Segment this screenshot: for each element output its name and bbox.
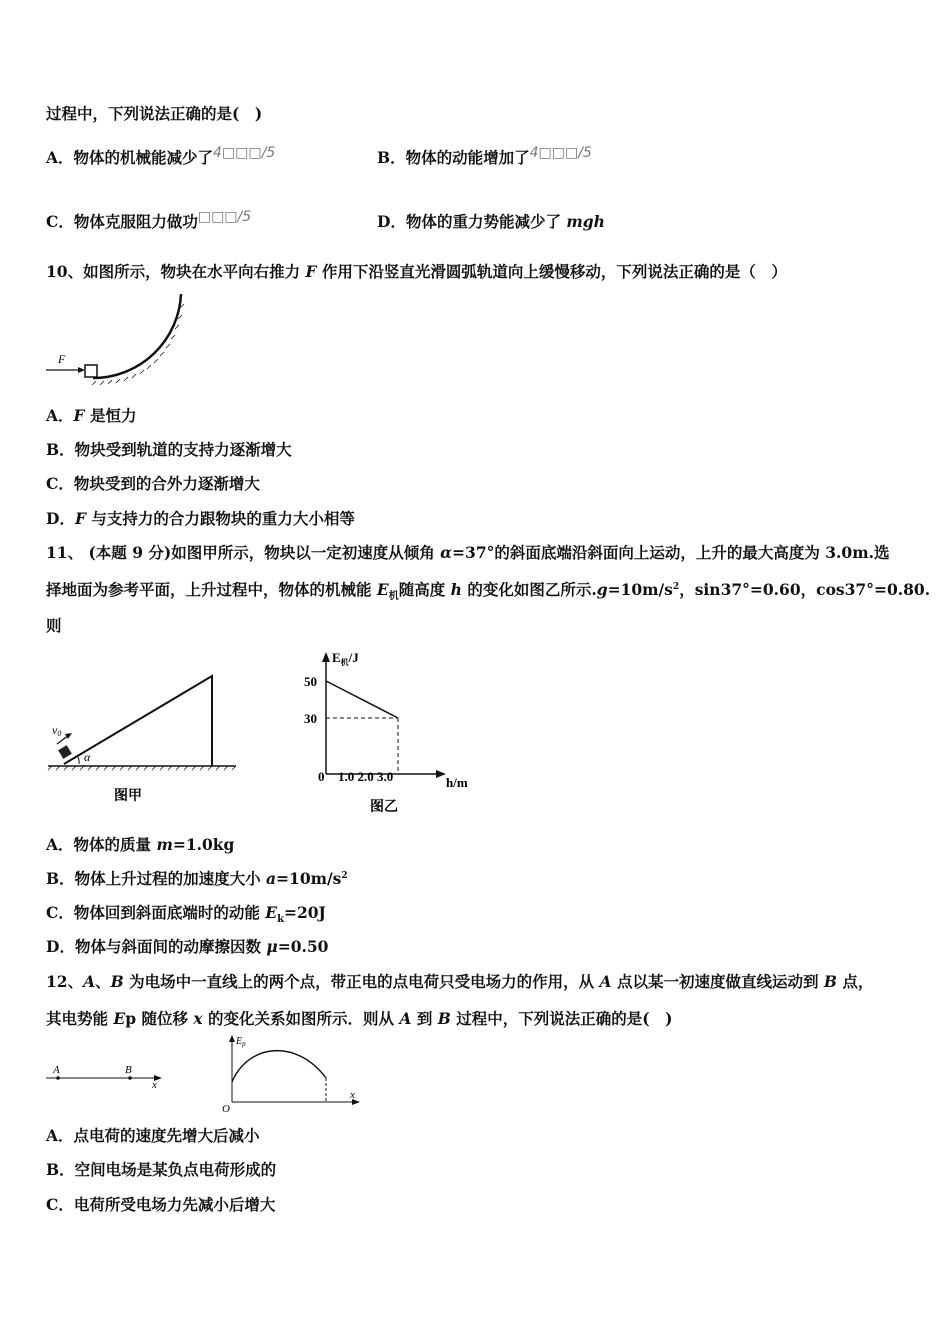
q11-b-sup: 2 — [341, 870, 348, 881]
q9-option-b — [377, 146, 592, 168]
q9-option-d-label: D．物体的重力势能减少了 — [377, 212, 567, 231]
q9-option-d — [377, 210, 605, 232]
q10-option-d-pre: D． — [46, 509, 75, 528]
q9-option-c-label: C．物体克服阻力做功 — [46, 212, 198, 231]
block — [85, 365, 97, 377]
q12-l2-a: 其电势能 — [46, 1009, 114, 1028]
q12-l1-A: A — [83, 972, 96, 991]
force-label: F — [58, 352, 66, 366]
q9-option-d-value: mgh — [566, 212, 605, 231]
q12-l2-A: A — [399, 1009, 412, 1028]
q12-figure-line — [44, 1058, 169, 1092]
q11-l2-E: E — [376, 580, 389, 599]
q10-stem-b: 作用下沿竖直光滑圆弧轨道向上缓慢移动，下列说法正确的是（ ） — [316, 262, 787, 281]
x-origin: 0 — [318, 769, 325, 784]
q10-stem-F: F — [305, 262, 317, 281]
q11-a-post: =1.0kg — [172, 835, 235, 854]
incline-block — [58, 745, 72, 759]
q11-l1-b: =37°的斜面底端沿斜面向上运动，上升的最大高度为 3.0m.选 — [452, 543, 890, 562]
q12-option-a: A．点电荷的速度先增大后减小 — [46, 1126, 260, 1145]
q9-option-b-label: B．物体的动能增加了 — [377, 148, 530, 167]
q11-c-E: E — [265, 903, 278, 922]
q9-option-a-label: A．物体的机械能减少了 — [46, 148, 214, 167]
q11-l2-g: g — [596, 580, 608, 599]
ep-x-label: x — [350, 1089, 355, 1101]
q11-l2-b: 随高度 — [398, 580, 451, 599]
point-b — [128, 1076, 132, 1080]
q12-figure-ep-graph — [218, 1032, 368, 1114]
q11-l2-sup: 2 — [672, 581, 680, 592]
q11-option-d — [46, 935, 328, 957]
q10-stem — [46, 260, 787, 282]
q9-stem: 过程中，下列说法正确的是( ) — [46, 104, 263, 123]
q12-l1-c: 为电场中一直线上的两个点，带正电的点电荷只受电场力的作用，从 — [123, 972, 600, 991]
q11-d-pre: D．物体与斜面间的动摩擦因数 — [46, 937, 267, 956]
q11-l1-alpha: α — [440, 543, 453, 562]
energy-line — [326, 681, 398, 718]
q11-option-a — [46, 833, 234, 855]
q11-option-c — [46, 901, 326, 925]
q11-a-m: m — [156, 835, 173, 854]
q12-l2-b: 随位移 — [136, 1009, 194, 1028]
y-tick-30: 30 — [304, 711, 317, 726]
q12-l1-b: 、 — [95, 972, 111, 991]
q12-l1-B2: B — [823, 972, 837, 991]
q11-c-pre: C．物体回到斜面底端时的动能 — [46, 903, 266, 922]
x-axis-label: h/m — [446, 775, 468, 790]
q10-option-b: B．物块受到轨道的支持力逐渐增大 — [46, 440, 292, 459]
q11-figure-energy-graph — [300, 644, 480, 820]
q11-b-pre: B．物体上升过程的加速度大小 — [46, 869, 266, 888]
q12-option-c: C．电荷所受电场力先减小后增大 — [46, 1195, 276, 1214]
q11-l1-a: 11、 (本题 9 分)如图甲所示，物块以一定初速度从倾角 — [46, 543, 441, 562]
q11-l2-e: ，sin37°=0.60，cos37°=0.80. — [679, 580, 931, 599]
q11-l2-c: 的变化如图乙所示. — [461, 580, 597, 599]
q12-l1-e: 点， — [836, 972, 874, 991]
q10-figure-arc-track — [44, 290, 194, 385]
q11-b-post: =10m/s — [276, 869, 342, 888]
x-label: x — [152, 1079, 157, 1091]
q9-option-c — [46, 210, 251, 232]
q11-a-pre: A．物体的质量 — [46, 835, 157, 854]
q11-l2-a: 择地面为参考平面，上升过程中，物体的机械能 — [46, 580, 377, 599]
v0-label: v0 — [52, 723, 62, 738]
q10-option-a-pre: A． — [46, 406, 74, 425]
q10-option-d-F: F — [74, 509, 86, 528]
ep-origin: O — [222, 1103, 230, 1114]
y-tick-50: 50 — [304, 674, 317, 689]
q11-figure-incline — [44, 668, 240, 808]
point-b-label: B — [125, 1064, 132, 1076]
q10-option-d — [46, 507, 355, 529]
ep-y-label: $E_p$ — [236, 1036, 246, 1048]
figure-b-caption: 图乙 — [370, 800, 398, 815]
q9-option-b-value: 4□□□/5 — [529, 145, 592, 161]
q12-l2-d: 到 — [411, 1009, 438, 1028]
q12-l1-d: 点以某一初速度做直线运动到 — [611, 972, 824, 991]
q12-l2-e: 过程中，下列说法正确的是( ) — [450, 1009, 673, 1028]
q12-l2-p: p — [125, 1009, 137, 1028]
q12-l2-x: x — [193, 1009, 203, 1028]
x-ticks: 1.0 2.0 3.0 — [338, 769, 394, 784]
q11-d-post: =0.50 — [277, 937, 329, 956]
q11-stem-line1 — [46, 541, 890, 563]
q12-l2-c: 的变化关系如图所示．则从 — [202, 1009, 400, 1028]
q11-c-sub: k — [277, 914, 284, 926]
q9-option-c-value: □□□/5 — [197, 209, 252, 225]
q10-option-a — [46, 404, 136, 426]
q11-l2-Esub: 机 — [388, 591, 399, 603]
q10-stem-a: 10、如图所示，物块在水平向右推力 — [46, 262, 306, 281]
q11-stem-line2 — [46, 578, 930, 602]
q12-l1-a: 12、 — [46, 972, 84, 991]
q11-stem-line3: 则 — [46, 616, 62, 635]
q11-l2-h: h — [450, 580, 462, 599]
q11-option-b — [46, 867, 348, 889]
q12-l2-B: B — [437, 1009, 451, 1028]
y-axis-label: $E_机/J$ — [332, 650, 359, 667]
q10-option-c: C．物块受到的合外力逐渐增大 — [46, 474, 260, 493]
q10-option-a-F: F — [73, 406, 85, 425]
ep-curve — [232, 1051, 326, 1082]
q12-l1-A2: A — [599, 972, 612, 991]
q9-option-a-value: 4□□□/5 — [213, 145, 276, 161]
q12-option-b: B．空间电场是某负点电荷形成的 — [46, 1160, 277, 1179]
q10-option-a-post: 是恒力 — [84, 406, 137, 425]
q9-option-a — [46, 146, 275, 168]
q12-stem-line2 — [46, 1007, 672, 1029]
q11-b-a: a — [266, 869, 277, 888]
q12-l2-E: E — [113, 1009, 126, 1028]
q11-d-mu: μ — [266, 937, 278, 956]
point-a-label: A — [53, 1064, 60, 1076]
point-a — [56, 1076, 60, 1080]
q11-l2-d: =10m/s — [607, 580, 673, 599]
q11-c-post: =20J — [284, 903, 326, 922]
q12-stem-line1 — [46, 970, 873, 992]
q12-l1-B: B — [110, 972, 124, 991]
alpha-label: α — [84, 750, 91, 764]
q10-option-d-post: 与支持力的合力跟物块的重力大小相等 — [85, 509, 355, 528]
figure-a-caption: 图甲 — [114, 789, 142, 804]
